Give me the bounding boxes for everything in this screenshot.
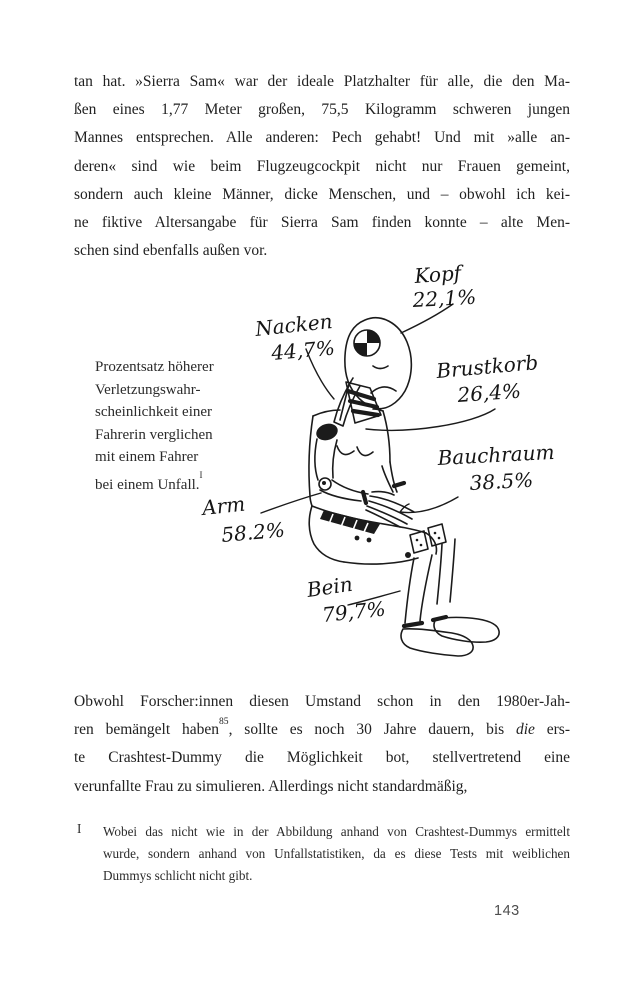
text-line: tan hat. »Sierra Sam« war der ideale Platzhalter für alle, die den Ma- [74, 73, 570, 90]
caption-line: bei einem Unfall.$^I$ [95, 470, 203, 493]
knee-patch [410, 531, 428, 553]
footnote-marker: I [77, 821, 82, 836]
dummy-breast [357, 447, 373, 456]
caption-footnote-ref: I [199, 470, 203, 480]
caption-line: Verletzungswahr- [95, 381, 201, 398]
text-line: deren« sind wie beim Flugzeugcockpit nicht nur Frauen gemeint, [74, 157, 570, 175]
label-kopf-value: 22,1% [412, 284, 477, 312]
calibration-target-icon [354, 330, 380, 356]
label-bein-value: 79,7% [321, 596, 387, 627]
label-nacken-name: Nacken [254, 309, 334, 341]
wrist-band [394, 483, 404, 486]
emphasized-word: die [516, 721, 535, 739]
label-brustkorb-value: 26,4% [456, 378, 522, 407]
knee-joint-dot [405, 552, 411, 558]
label-bauchraum-name: Bauchraum [437, 439, 556, 470]
label-bein-name: Bein [305, 571, 355, 602]
text-line: te Crashtest-Dummy die Möglichkeit bot, stellvertretend eine [74, 749, 570, 767]
crash-test-dummy-illustration [70, 252, 580, 672]
footnote-line: Wobei das nicht wie in der Abbildung anhand von Crashtest-Dummys ermittelt [103, 824, 570, 839]
dummy-neck [334, 378, 381, 426]
shoulder-joint-band [314, 421, 340, 443]
ankle-band [404, 623, 422, 626]
arm-leader [261, 493, 321, 513]
paragraph-2 [74, 688, 570, 801]
figure-labels [199, 261, 555, 627]
text-line: ßen eines 1,77 Meter großen, 75,5 Kilogramm schweren jungen [74, 101, 570, 119]
footnote [103, 821, 570, 888]
label-arm-value: 58.2% [220, 517, 286, 547]
text-line: schen sind ebenfalls außen vor. [74, 242, 268, 260]
text-line: Mannes entsprechen. Alle anderen: Pech gehabt! Und mit »alle an- [74, 129, 570, 147]
label-bauchraum-value: 38.5% [469, 467, 534, 495]
text-line: ren bemängelt haben$^{85}$, sollte es noch 30 Jahre dauern, bis die ers- [74, 715, 570, 739]
caption-line: mit einem Fahrer [95, 449, 199, 465]
label-nacken-value: 44,7% [270, 335, 336, 365]
knee-patch [428, 524, 446, 546]
caption-line: Fahrerin verglichen [95, 426, 213, 443]
footnote-line: Dummys schlicht nicht gibt. [103, 868, 253, 884]
bauchraum-leader [400, 497, 458, 512]
footnote-ref-85: 85 [219, 715, 229, 727]
label-arm-name: Arm [201, 491, 247, 520]
footnote-line: wurde, sondern anhand von Unfallstatistiken, da es diese Tests mit weiblichen [103, 846, 570, 862]
dummy-eye [373, 366, 388, 369]
label-kopf-name: Kopf [413, 260, 462, 288]
text-line: ne fiktive Altersangabe für Sierra Sam finden konnte – alte Men- [74, 214, 570, 232]
caption-line: Prozentsatz höherer [95, 359, 214, 375]
dummy-frown [371, 387, 396, 393]
label-brustkorb-name: Brustkorb [435, 350, 540, 383]
paragraph-1 [74, 68, 570, 265]
dummy-breast [337, 446, 354, 455]
wrist-band [363, 492, 366, 503]
text-line: Obwohl Forscher:innen diesen Umstand schon in den 1980er-Jah- [74, 693, 570, 710]
text-line: sondern auch kleine Männer, dicke Menschen, und – obwohl ich kei- [74, 185, 570, 203]
page-number: 143 [494, 903, 520, 919]
text-line: verunfallte Frau zu simulieren. Allerdings nicht standardmäßig, [74, 777, 468, 795]
caption-line: scheinlichkeit einer [95, 404, 213, 420]
